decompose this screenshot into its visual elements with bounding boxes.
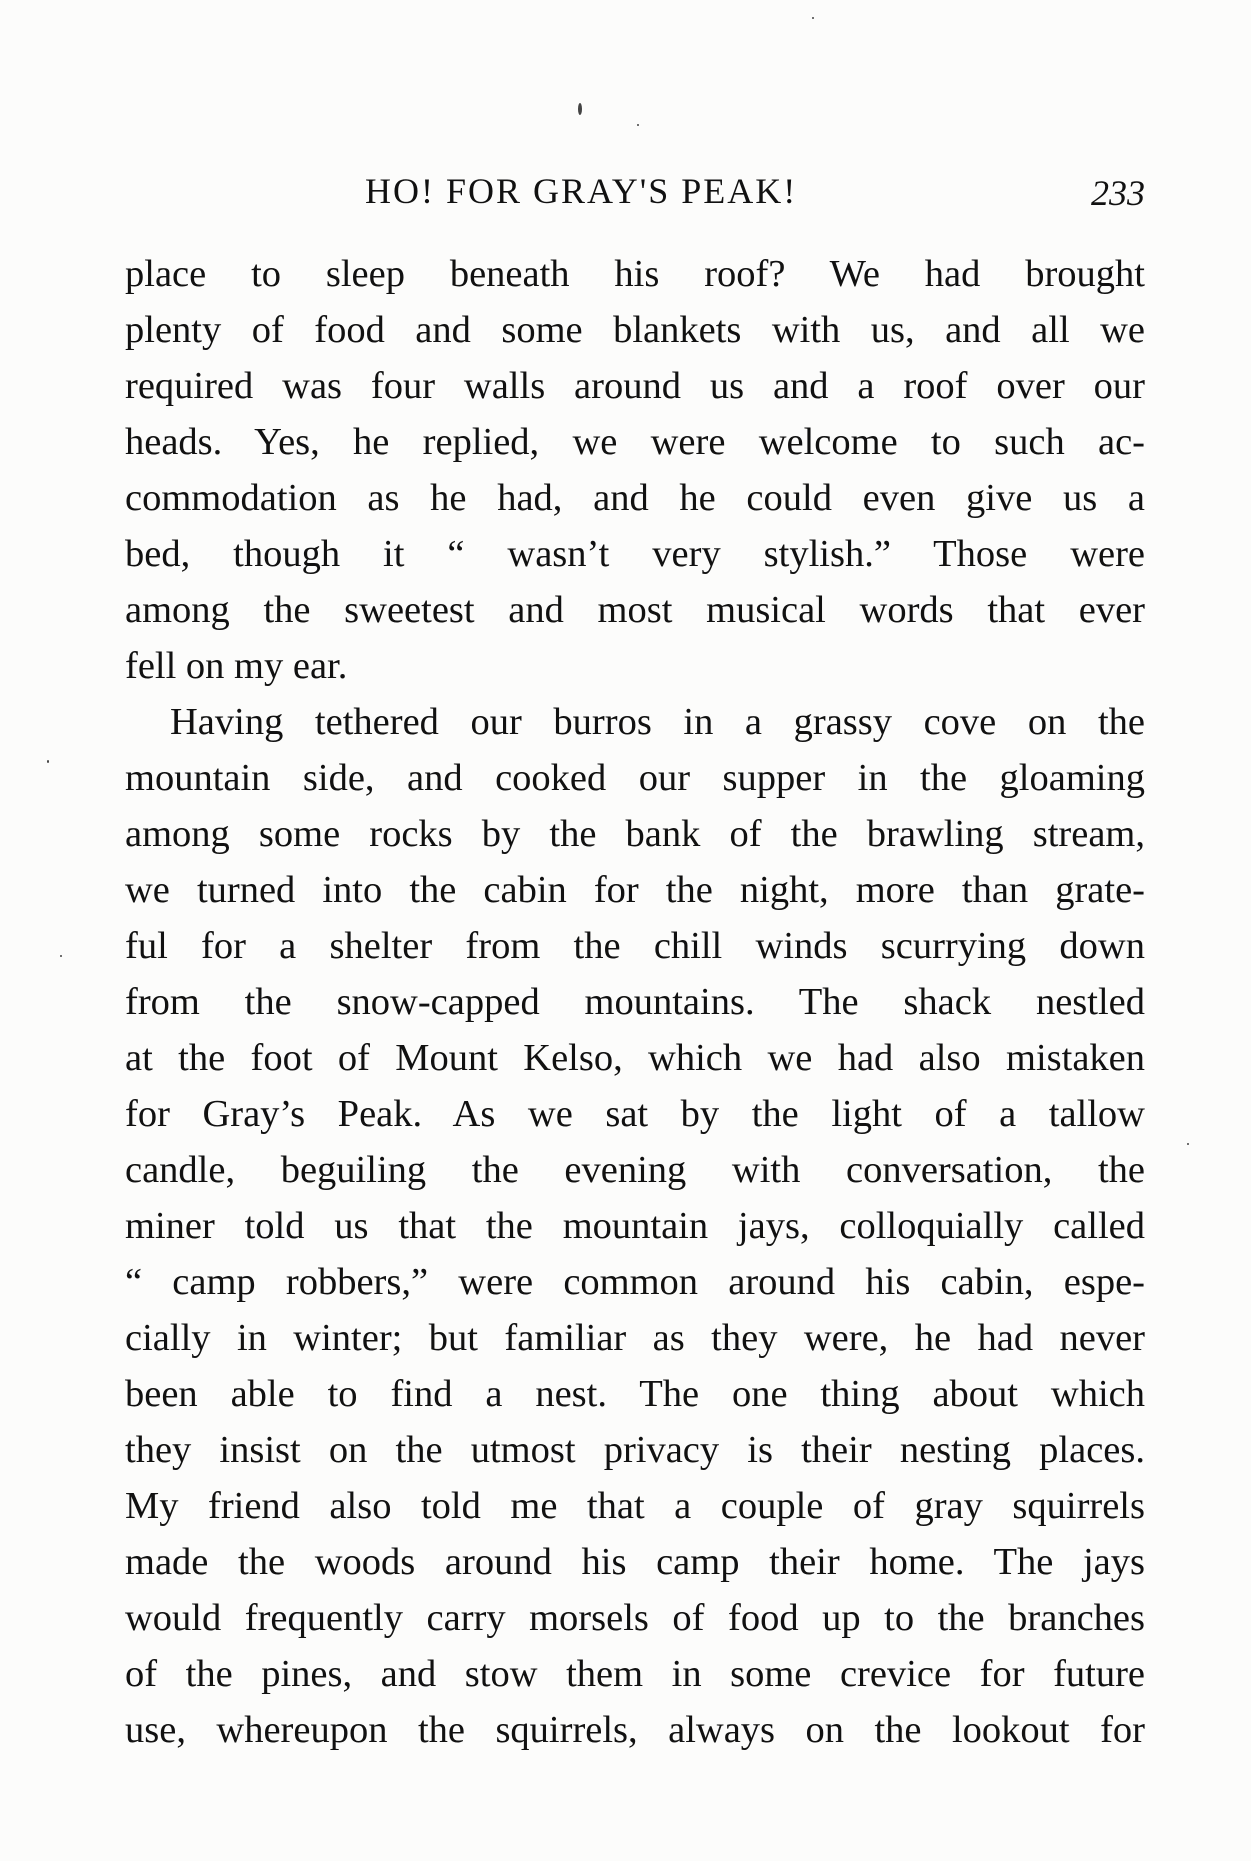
print-speck [637, 124, 639, 126]
text-line: required was four walls around us and a roof over our [125, 365, 1145, 407]
text-line: “ camp robbers,” were common around his cabin, espe- [125, 1261, 1145, 1303]
text-line: heads. Yes, he replied, we were welcome to such ac- [125, 421, 1145, 463]
text-line: they insist on the utmost privacy is their nesting places. [125, 1429, 1145, 1471]
text-line: we turned into the cabin for the night, more than grate- [125, 869, 1145, 911]
text-line: from the snow-capped mountains. The shack nestled [125, 981, 1145, 1023]
running-head: HO! FOR GRAY'S PEAK! [365, 171, 798, 211]
paragraph-first-line: Having tethered our burros in a grassy cove on the [170, 701, 1145, 743]
print-speck [1187, 1143, 1189, 1145]
text-line: at the foot of Mount Kelso, which we had also mistaken [125, 1037, 1145, 1079]
print-speck [578, 103, 582, 115]
text-line: candle, beguiling the evening with conversation, the [125, 1149, 1145, 1191]
text-line: cially in winter; but familiar as they were, he had never [125, 1317, 1145, 1359]
text-line: ful for a shelter from the chill winds scurrying down [125, 925, 1145, 967]
print-speck [60, 955, 62, 957]
body-text [125, 246, 1145, 1758]
text-line: among some rocks by the bank of the brawling stream, [125, 813, 1145, 855]
text-line: bed, though it “ wasn’t very stylish.” Those were [125, 533, 1145, 575]
page-number: 233 [1091, 173, 1145, 213]
print-speck [47, 760, 49, 763]
text-line: been able to find a nest. The one thing about which [125, 1373, 1145, 1415]
text-line: mountain side, and cooked our supper in the gloaming [125, 757, 1145, 799]
print-speck [812, 17, 814, 19]
text-line: made the woods around his camp their home. The jays [125, 1541, 1145, 1583]
text-line: among the sweetest and most musical words that ever [125, 589, 1145, 631]
text-line: miner told us that the mountain jays, colloquially called [125, 1205, 1145, 1247]
text-line: would frequently carry morsels of food up to the branches [125, 1597, 1145, 1639]
text-line: fell on my ear. [125, 645, 348, 687]
text-line: of the pines, and stow them in some crevice for future [125, 1653, 1145, 1695]
text-line: My friend also told me that a couple of gray squirrels [125, 1485, 1145, 1527]
text-line: place to sleep beneath his roof? We had brought [125, 253, 1145, 295]
text-line: for Gray’s Peak. As we sat by the light of a tallow [125, 1093, 1145, 1135]
page-header [125, 170, 1145, 220]
text-line: use, whereupon the squirrels, always on the lookout for [125, 1709, 1145, 1751]
text-line: commodation as he had, and he could even give us a [125, 477, 1145, 519]
text-line: plenty of food and some blankets with us, and all we [125, 309, 1145, 351]
